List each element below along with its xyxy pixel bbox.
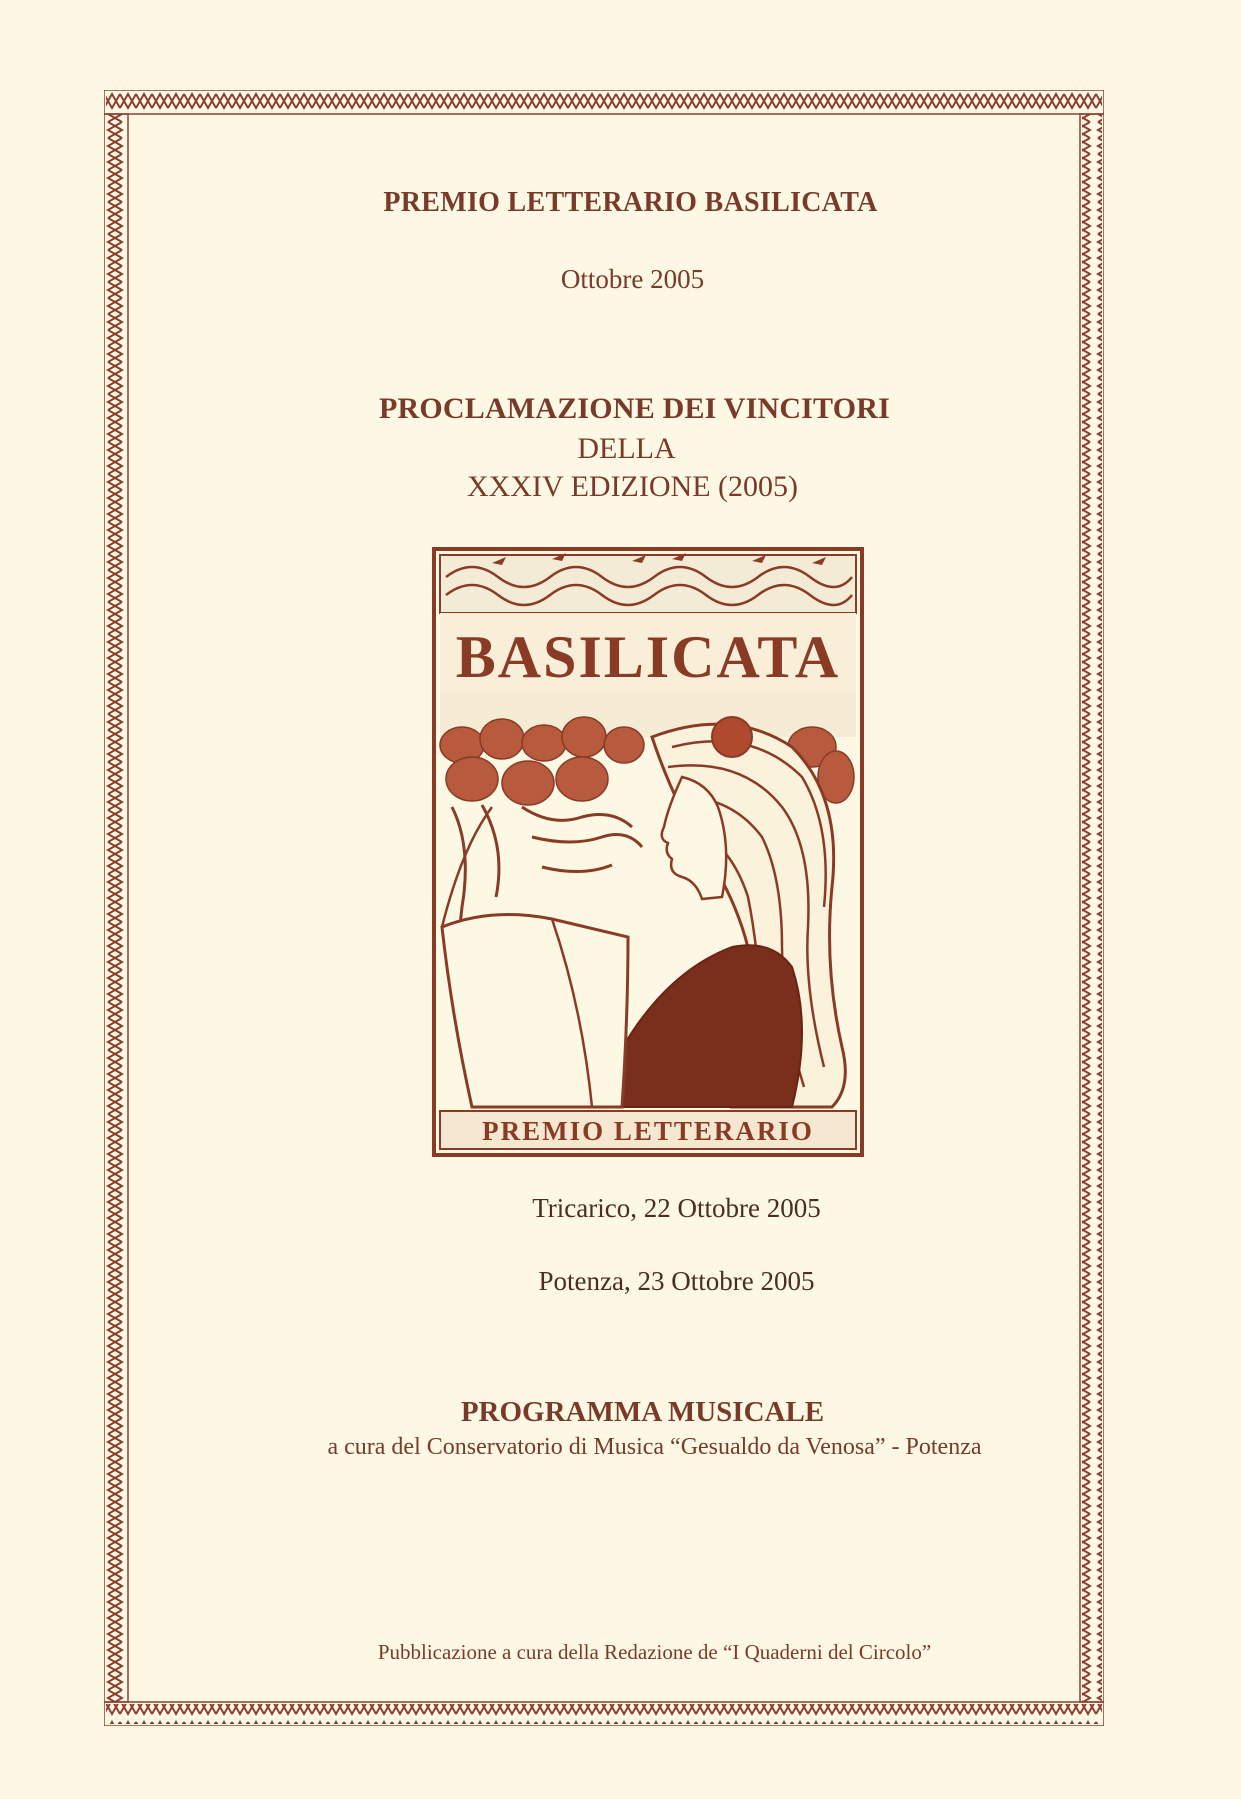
poster-premio-text: PREMIO LETTERARIO: [482, 1116, 814, 1146]
prize-title: PREMIO LETTERARIO BASILICATA: [383, 187, 878, 218]
music-credit: a cura del Conservatorio di Musica “Gesualdo da Venosa” - Potenza: [327, 1434, 982, 1460]
proclamation-edition: XXXIV EDIZIONE (2005): [466, 470, 799, 503]
event-tricarico: Tricarico, 22 Ottobre 2005: [532, 1193, 821, 1223]
poster-basilicata-text: BASILICATA: [455, 624, 841, 690]
proclamation-heading: PROCLAMAZIONE DEI VINCITORI: [378, 392, 891, 425]
poster-illustration: [432, 547, 864, 1157]
music-heading: PROGRAMMA MUSICALE: [460, 1396, 825, 1428]
prize-month: Ottobre 2005: [560, 264, 705, 294]
open-book: [442, 915, 628, 1108]
publication-footer: Pubblicazione a cura della Redazione de “I Quaderni del Circolo”: [377, 1640, 932, 1664]
proclamation-della: DELLA: [577, 432, 676, 465]
event-potenza: Potenza, 23 Ottobre 2005: [538, 1266, 815, 1296]
